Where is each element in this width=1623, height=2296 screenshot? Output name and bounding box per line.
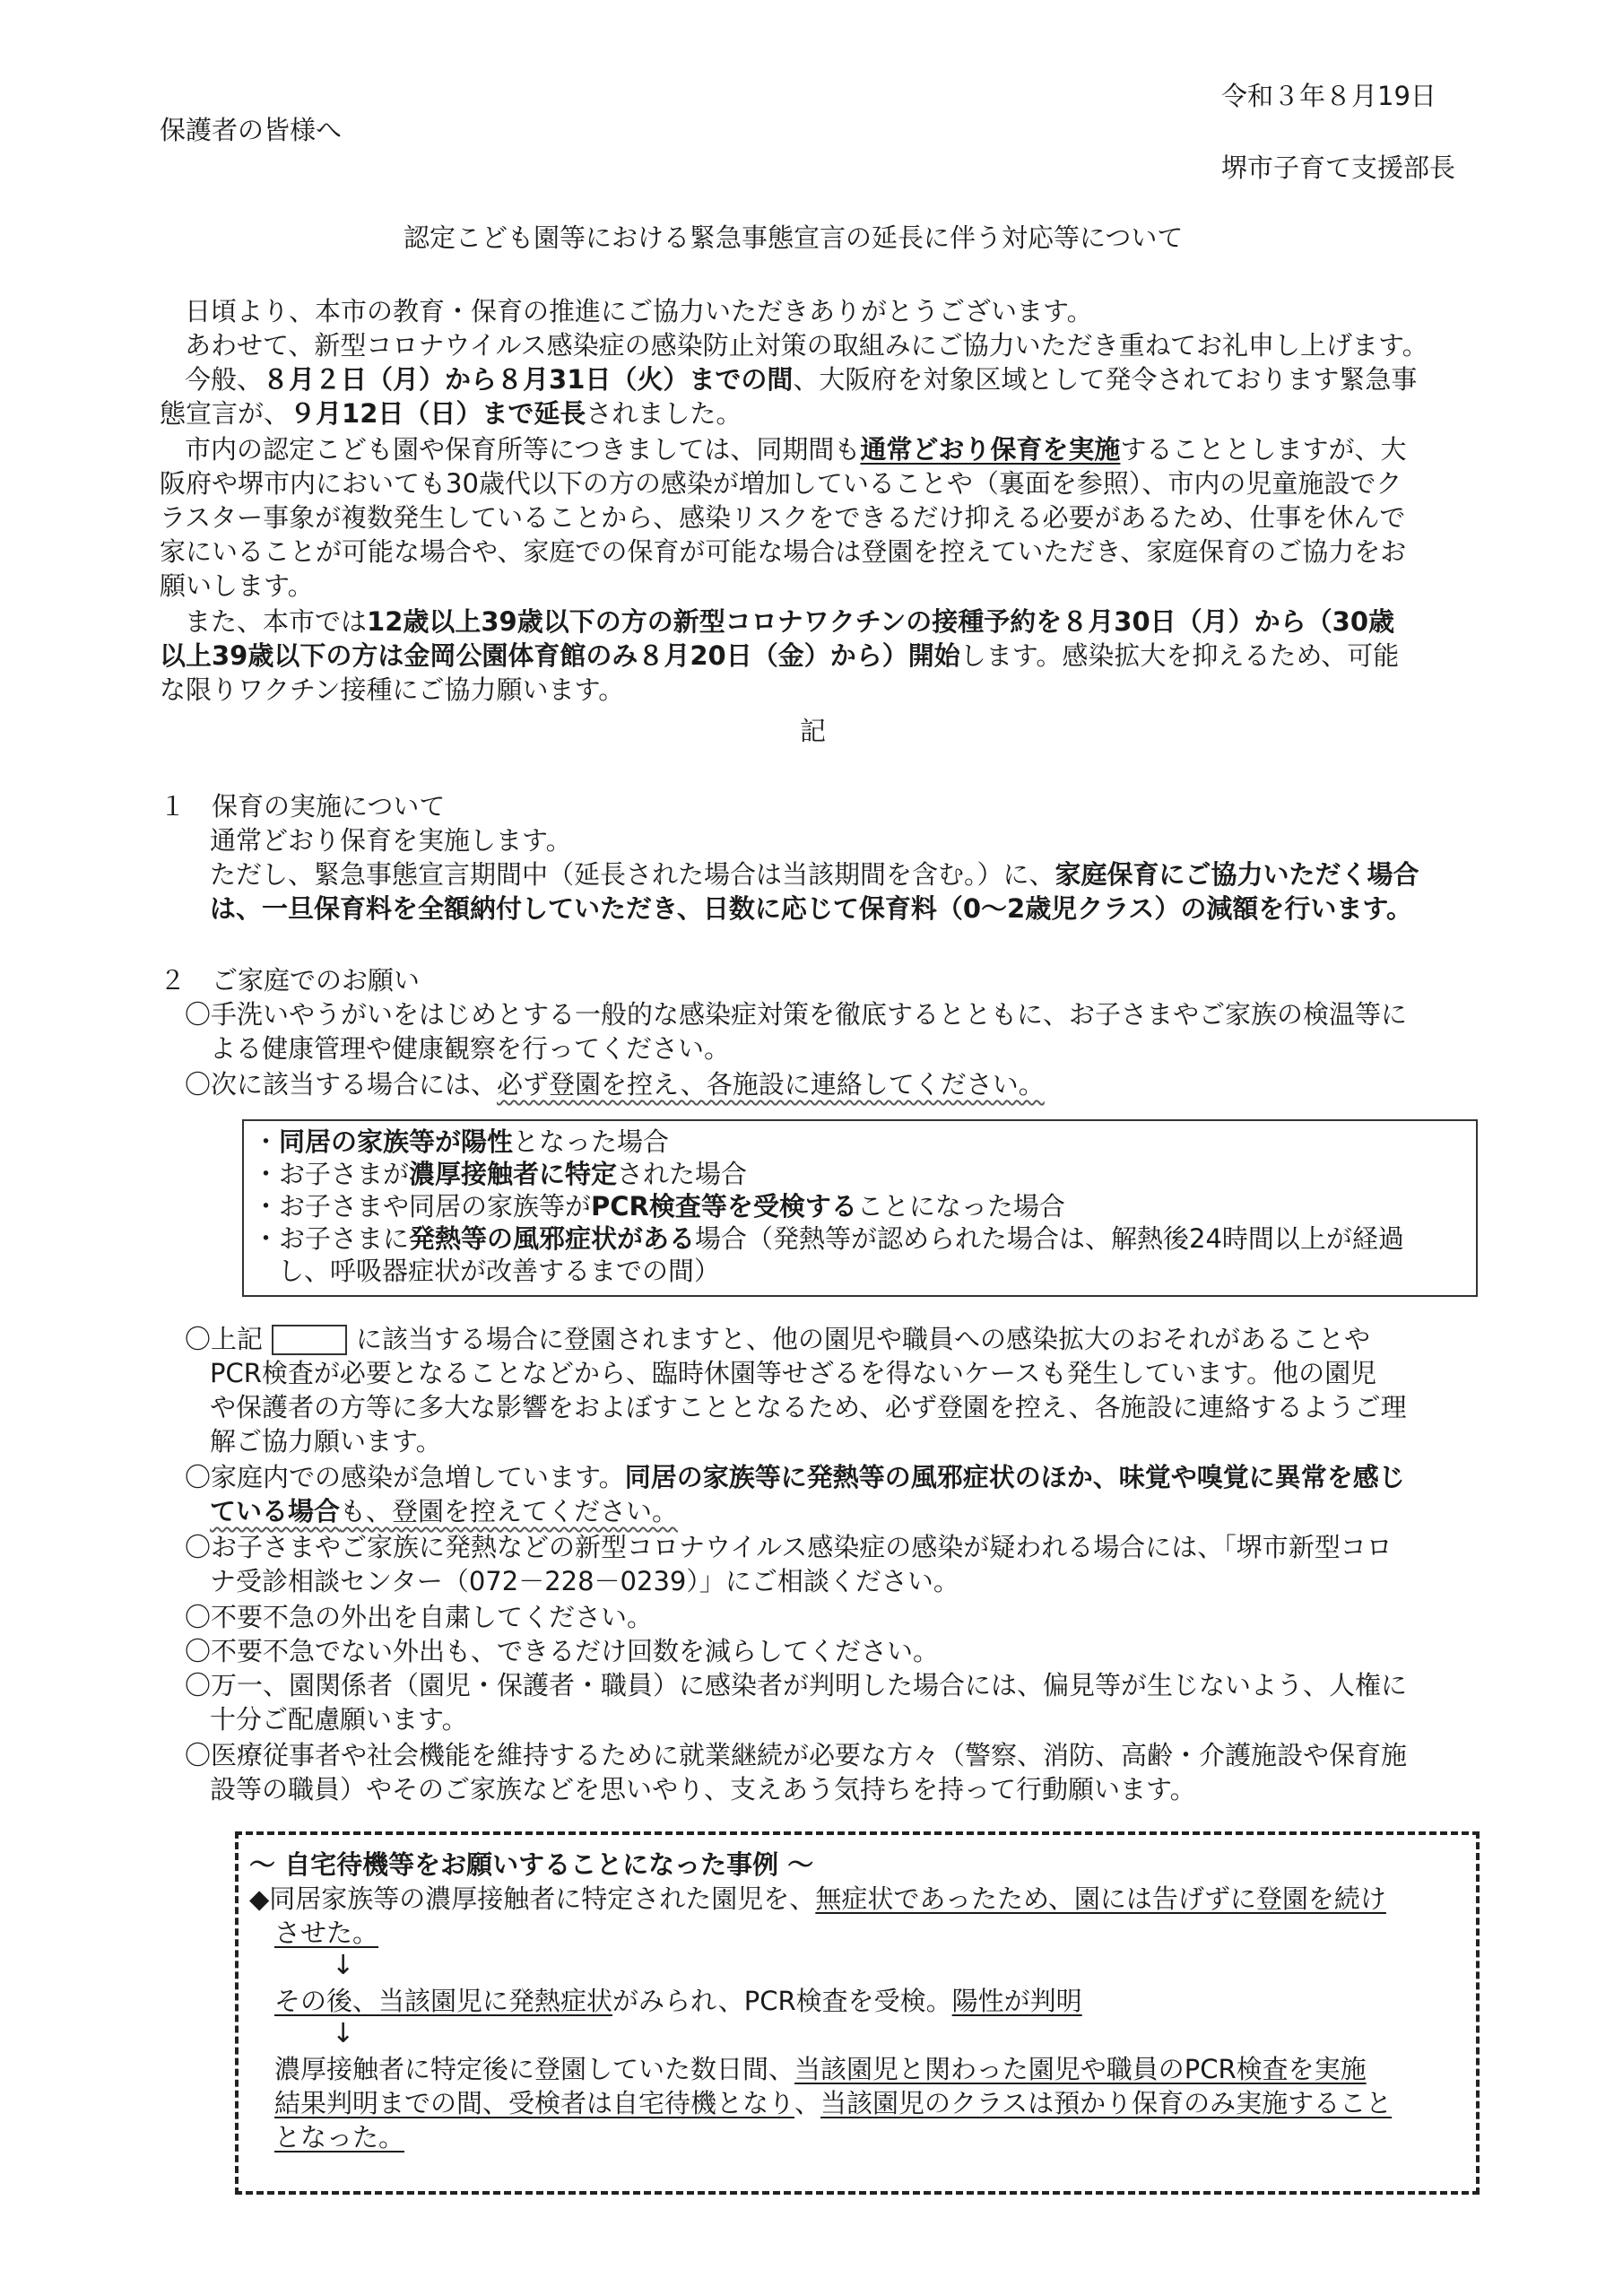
example-step3-line1 [274, 2052, 1367, 2087]
ki-mark: 記 [800, 716, 827, 746]
extension-end: ９月12日（日）まで延長 [290, 398, 586, 429]
document-date: 令和３年８月19日 [1221, 81, 1436, 111]
section2-heading: ２ ご家庭でのお願い [160, 965, 421, 996]
reference-box [272, 1325, 347, 1355]
underlined-text: 陽性が判明 [951, 1986, 1082, 2016]
extension-period: ８月２日（月）から８月31日（火）までの間 [263, 364, 794, 395]
condition-bold: 発熱等の風邪症状がある [409, 1223, 696, 1254]
text: また、本市では [185, 606, 368, 637]
section2-item3-line4: 解ご協力願います。 [210, 1426, 442, 1457]
text: ことになった場合 [856, 1191, 1065, 1222]
section2-item9-line1: 〇医療従事者や社会機能を維持するために就業継続が必要な方々（警察、消防、高齢・介護施設や保育施 [185, 1740, 1408, 1770]
intro-p4-line2: 阪府や堺市内においても30歳代以下の方の感染が増加していることや（裏面を参照）、市内の児童施設でク [160, 468, 1402, 499]
intro-p2: あわせて、新型コロナウイルス感染症の感染防止対策の取組みにご協力いただき重ねてお礼申し上げます。 [185, 330, 1428, 361]
section2-item3-line2: PCR検査が必要となることなどから、臨時休園等せざるを得ないケースも発生しています。他の園児 [210, 1358, 1377, 1388]
text: ・お子さまや同居の家族等が [253, 1191, 592, 1222]
underlined-text: となった。 [274, 2122, 405, 2152]
vaccine-reservation-cont: 以上39歳以下の方は金岡公園体育館のみ８月20日（金）から）開始 [160, 640, 960, 671]
text: ・お子さまが [253, 1159, 410, 1189]
section1-heading: １ 保育の実施について [160, 791, 446, 822]
section2-item8-line2: 十分ご配慮願います。 [210, 1704, 468, 1735]
section2-item4-line1 [185, 1460, 1405, 1495]
condition-row-cont: し、呼吸器症状が改善するまでの間） [278, 1256, 721, 1286]
condition-bold: 濃厚接触者に特定 [409, 1159, 618, 1189]
intro-p4-line4: 家にいることが可能な場合や、家庭での保育が可能な場合は登園を控えていただき、家庭保育のご協力をお [160, 536, 1407, 567]
text: ・ [253, 1126, 280, 1157]
section1-line2 [210, 857, 1419, 892]
condition-bold: PCR検査等を受検する [591, 1191, 857, 1222]
intro-p3-line1 [185, 362, 1417, 397]
section2-item7: 〇不要不急でない外出も、できるだけ回数を減らしてください。 [185, 1636, 940, 1666]
intro-p4-line3: ラスター事象が複数発生していることから、感染リスクをできるだけ抑える必要があるため、仕事を休んで [160, 502, 1406, 533]
section2-item1-line1: 〇手洗いやうがいをはじめとする一般的な感染症対策を徹底するとともに、お子さまやご家族の検温等に [185, 999, 1408, 1030]
section2-item4-line2 [210, 1494, 678, 1529]
text: 〇上記 [185, 1324, 264, 1354]
section2-item2 [185, 1067, 1045, 1102]
intro-p4-line5: 願いします。 [160, 570, 314, 601]
text: 今般、 [185, 364, 264, 395]
household-infection-cont: ている場合 [210, 1496, 341, 1526]
down-arrow-icon: ↓ [332, 1950, 355, 1981]
condition-row [253, 1125, 669, 1160]
section2-item5-line1: 〇お子さまやご家族に発熱などの新型コロナウイルス感染症の感染が疑われる場合には、「堺市新型コロ [185, 1532, 1393, 1562]
section1-line3: は、一旦保育料を全額納付していただき、日数に応じて保育料（0～2歳児クラス）の減額を行います。 [210, 893, 1413, 924]
household-infection: 同居の家族等に発熱等の風邪症状のほか、味覚や嗅覚に異常を感じ [624, 1462, 1405, 1492]
intro-p4-line1 [185, 432, 1406, 467]
condition-row [253, 1222, 1404, 1257]
text: 〇次に該当する場合には、 [185, 1069, 498, 1100]
section2-item3-line1 [185, 1322, 1370, 1357]
section2-item3-line3: や保護者の方等に多大な影響をおよぼすこととなるため、必ず登園を控え、各施設に連絡するようご理 [210, 1392, 1407, 1422]
text: がみられ、PCR検査を受検。 [612, 1986, 952, 2016]
section2-item9-line2: 設等の職員）やそのご家族などを思いやり、支えあう気持ちを持って行動願います。 [210, 1774, 1196, 1805]
example-step2 [274, 1984, 1082, 2019]
example-step1-line2 [274, 1916, 378, 1951]
intro-p5-line2 [160, 639, 1399, 674]
sender: 堺市子育て支援部長 [1221, 152, 1456, 183]
section2-item8-line1: 〇万一、園関係者（園児・保護者・職員）に感染者が判明した場合には、偏見等が生じないよう、人権に [185, 1670, 1408, 1700]
text: 場合（発熱等が認められた場合は、解熱後24時間以上が経過 [695, 1223, 1404, 1254]
text: も、登園を控えてください。 [340, 1496, 679, 1526]
text: 濃厚接触者に特定後に登園していた数日間、 [274, 2054, 795, 2084]
intro-p5-line1 [185, 604, 1394, 639]
condition-row [253, 1157, 747, 1192]
condition-row [253, 1189, 1065, 1224]
text: することとしますが、大 [1120, 434, 1407, 465]
text: ◆同居家族等の濃厚接触者に特定された園児を、 [249, 1883, 816, 1914]
underlined-text: 結果判明までの間、受検者は自宅待機となり [274, 2088, 795, 2118]
text: ただし、緊急事態宣言期間中（延長された場合は当該期間を含む。）に、 [210, 859, 1055, 890]
section1-line1: 通常どおり保育を実施します。 [210, 825, 572, 856]
example-title: ～ 自宅待機等をお願いすることになった事例 ～ [249, 1849, 814, 1880]
underlined-text: させた。 [274, 1918, 379, 1948]
underlined-text: 無症状であったため、園には告げずに登園を続け [815, 1883, 1386, 1914]
text: 〇家庭内での感染が急増しています。 [185, 1462, 625, 1492]
normal-childcare: 通常どおり保育を実施 [860, 434, 1121, 465]
text: 態宣言が、 [160, 398, 291, 429]
section2-item6: 〇不要不急の外出を自粛してください。 [185, 1602, 654, 1632]
intro-p1: 日頃より、本市の教育・保育の推進にご協力いただきありがとうございます。 [185, 296, 1093, 326]
example-step3-line3 [274, 2120, 404, 2155]
refrain-notice: 必ず登園を控え、各施設に連絡してください。 [497, 1069, 1045, 1100]
down-arrow-icon: ↓ [332, 2018, 355, 2049]
page-title: 認定こども園等における緊急事態宣言の延長に伴う対応等について [404, 222, 1184, 253]
section2-item5-line2: ナ受診相談センター（072－228－0239）」にご相談ください。 [210, 1566, 959, 1596]
underlined-text: 当該園児のクラスは預かり保育のみ実施すること [820, 2088, 1393, 2118]
text: ・お子さまに [253, 1223, 410, 1254]
text: となった場合 [513, 1126, 670, 1157]
vaccine-reservation: 12歳以上39歳以下の方の新型コロナワクチンの接種予約を８月30日（月）から（30歳 [367, 606, 1394, 637]
example-step1-line1 [249, 1882, 1386, 1917]
text: 、 [794, 2088, 821, 2118]
text: します。感染拡大を抑えるため、可能 [959, 640, 1400, 671]
condition-bold: 同居の家族等が陽性 [279, 1126, 514, 1157]
text: 市内の認定こども園や保育所等につきましては、同期間も [185, 434, 861, 465]
text: されました。 [586, 398, 742, 429]
intro-p3-line2 [160, 396, 742, 431]
section2-item1-line2: よる健康管理や健康観察を行ってください。 [210, 1033, 731, 1064]
home-care-note: 家庭保育にご協力いただく場合 [1055, 859, 1419, 890]
intro-p5-line3: な限りワクチン接種にご協力願います。 [160, 674, 625, 705]
text: 、大阪府を対象区域として発令されております緊急事 [793, 364, 1418, 395]
text: された場合 [617, 1159, 748, 1189]
text: に該当する場合に登園されますと、他の園児や職員への感染拡大のおそれがあることや [356, 1324, 1371, 1354]
underlined-text: その後、当該園児に発熱症状 [274, 1986, 613, 2016]
example-step3-line2 [274, 2086, 1392, 2121]
addressee: 保護者の皆様へ [160, 115, 343, 145]
underlined-text: 当該園児と関わった園児や職員のPCR検査を実施 [794, 2054, 1367, 2084]
